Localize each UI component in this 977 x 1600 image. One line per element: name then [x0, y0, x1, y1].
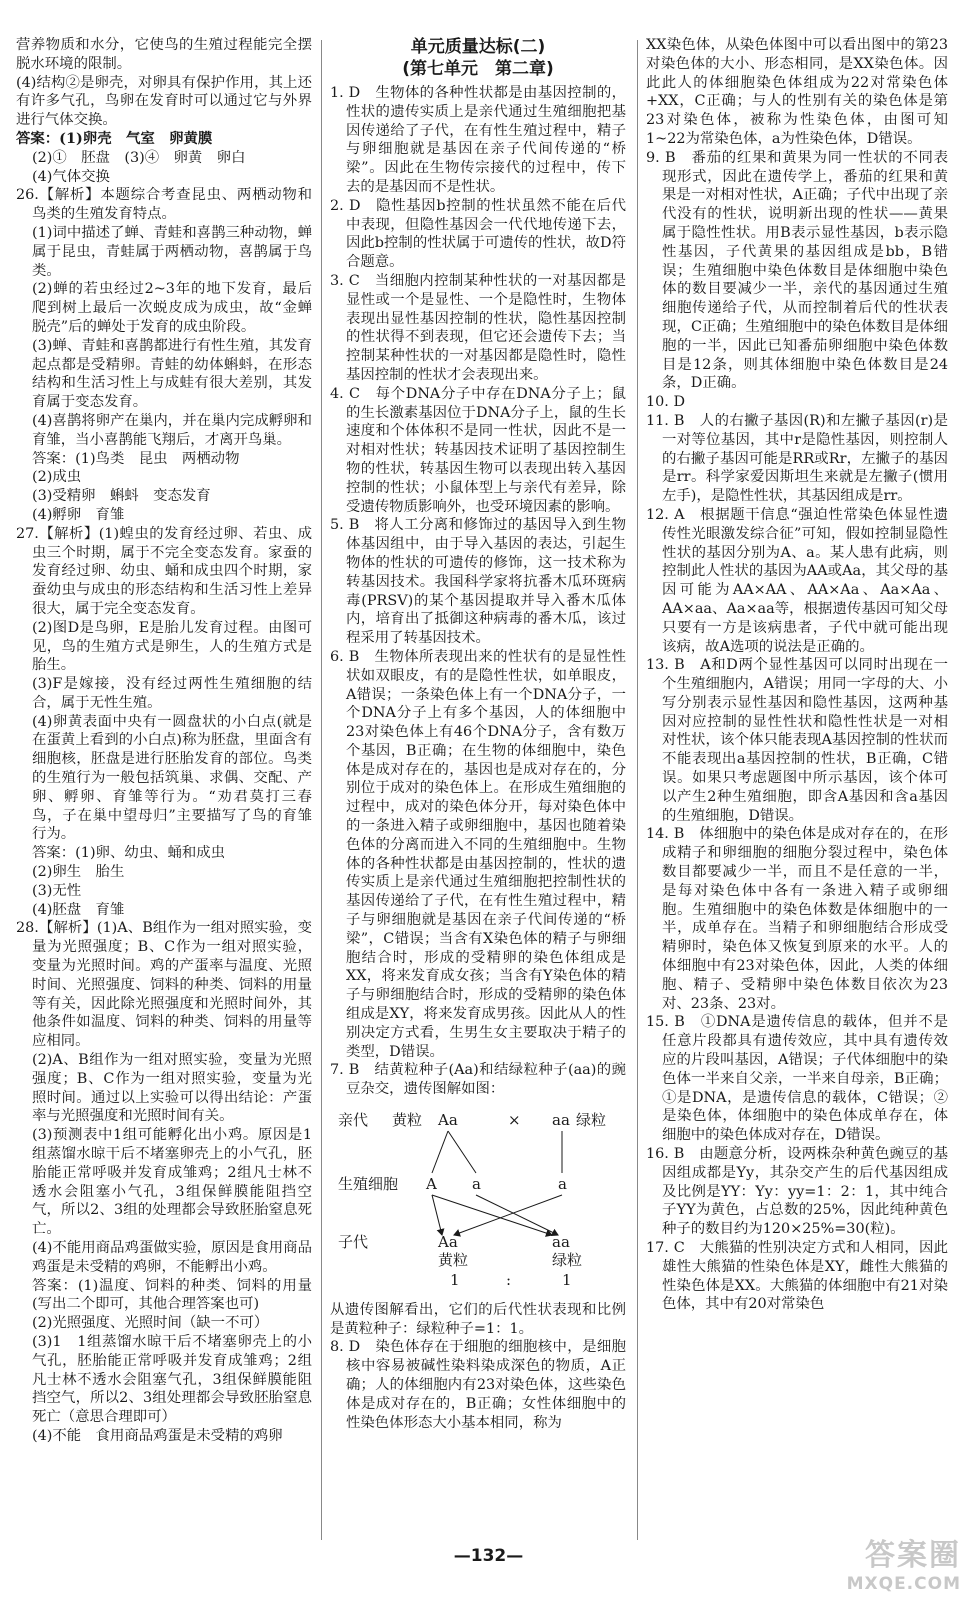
paragraph: (4)卵黄表面中央有一圆盘状的小白点(就是在蛋黄上看到的小白点)称为胚盘，里面含有细胞核，胚盘是进行胚胎发育的部位。鸟类的生殖行为一般包括筑巢、求偶、交配、产卵、孵卵、育雏等行为。“劝君莫打三春鸟，子在巢中望母归”主要描写了鸟的育雏行为。 [32, 713, 312, 843]
answer-item-9: 9. B 番茄的红果和黄果为同一性状的不同表现形式，因此在遗传学上，番茄的红果和黄果是一对相对性状，A正确；子代中出现了亲代没有的性状，说明新出现的性状——黄果属于隐性性状。用B表示显性基因，b表示隐性基因，子代黄果的基因组成是bb，B错误；生殖细胞中染色体数目是体细胞中染色体的数目要减少一半，亲代的基因通过生殖细胞传递给子代，从而控制着后代的性状表现，C正确；生殖细胞中的染色体数目是体细胞的一半，因此已知番茄卵细胞中染色体数目是12条，则其体细胞中染色体数目是24条，D正确。 [646, 149, 948, 392]
gamete: A [426, 1175, 437, 1194]
answer-line: (3)受精卵 蝌蚪 变态发育 [32, 488, 211, 505]
parent2-genotype: aa [552, 1111, 570, 1130]
answer-item-13: 13. B A和D两个显性基因可以同时出现在一个生殖细胞内，A错误；用同一字母的大、小写分别表示显性基因和隐性基因，这两种基因对应控制的显性性状和隐性性状是一对相对性状，该个体只能表现A基因控制的性状而不能表现出a基因控制的性状，B正确，C错误。如果只考虑题图中所示基因，该个体可以产生2种生殖细胞，即含A基因和含a基因的生殖细胞，D错误。 [646, 657, 948, 824]
paragraph: (3)F是嫁接，没有经过两性生殖细胞的结合，属于无性生殖。 [32, 676, 312, 711]
genetic-cross-diagram [330, 1101, 626, 1291]
watermark-url: MXQE.COM [846, 1574, 961, 1594]
paragraph: (3)预测表中1组可能孵化出小鸡。原因是1组蒸馏水晾干后不堵塞卵壳上的小气孔，胚胎能正常呼吸并发育成雏鸡；2组凡士林不透水会阻塞小气孔，3组保鲜膜能阻挡空气，所以2、3组的处理都会导致胚胎窒息死亡。 [32, 1127, 312, 1238]
answer-item-1: 1. D 生物体的各种性状都是由基因控制的，性状的遗传实质上是亲代通过生殖细胞把基因传递给了子代，在有性生殖过程中，精子与卵细胞就是基因在亲子代间传递的“桥梁”。因此在生物传宗接代的过程中，传下去的是基因而不是性状。 [330, 85, 626, 195]
answer-item-3: 3. C 当细胞内控制某种性状的一对基因都是显性或一个是显性、一个是隐性时，生物体表现出显性基因控制的性状，隐性基因控制的性状得不到表现，但它还会遗传下去；当控制某种性状的一对基因都是隐性时，隐性基因控制的性状才会表现出来。 [330, 272, 626, 383]
answer-line: (2)① 胚盘 (3)④ 卵黄 卵白 [32, 149, 246, 166]
question-27-analysis: 27.【解析】(1)蝗虫的发育经过卵、若虫、成虫三个时期，属于不完全变态发育。家蚕的发育经过卵、幼虫、蛹和成虫四个时期，家蚕幼虫与成虫的形态结构和生活习性上差异很大，属于完全变态发育。 [16, 525, 312, 617]
parent1-phenotype: 黄粒 [392, 1111, 423, 1130]
answer-line: 答案：(1)温度、饲料的种类、饲料的用量(写出二个即可，其他合理答案也可) [32, 1277, 312, 1313]
gamete: a [472, 1175, 481, 1194]
answer-item-17: 17. C 大熊猫的性别决定方式和人相同，因此雄性大熊猫的性染色体是XY，雌性大熊猫的性染色体是XX。大熊猫的体细胞中有21对染色体，其中有20对常染色 [646, 1240, 948, 1313]
arrow [432, 1131, 448, 1173]
paragraph: 从遗传图解看出，它们的后代性状表现和比例是黄粒种子：绿粒种子=1：1。 [330, 1301, 626, 1337]
answer-line: (4)气体交换 [32, 168, 110, 185]
row-label-parent: 亲代 [338, 1111, 369, 1130]
answer-item-10: 10. D [646, 394, 685, 411]
answer-line: (3)1 1组蒸馏水晾干后不堵塞卵壳上的小气孔，胚胎能正常呼吸并发育成雏鸡；2组凡士林不透水会阻塞气孔，3组保鲜膜能阻挡空气，所以2、3组处理都会导致胚胎窒息死亡（意思合理即可） [32, 1333, 312, 1426]
arrow [432, 1195, 552, 1235]
ratio-right: 1 [562, 1271, 572, 1290]
answer-line: (2)成虫 [32, 469, 82, 486]
column-middle [330, 36, 626, 1546]
column-divider [637, 40, 638, 1540]
section-subtitle: (第七单元 第二章) [402, 59, 554, 79]
question-28-analysis: 28.【解析】(1)A、B组作为一组对照实验，变量为光照强度；B、C作为一组对照实验，变量为光照时间。鸡的产蛋率与温度、光照时间、光照强度、饲料的种类、饲料的用量等有关，因此除光照强度和光照时间外，其他条件如温度、饲料的种类、饲料的用量等应相同。 [16, 920, 312, 1050]
question-26-analysis: 26.【解析】本题综合考查昆虫、两栖动物和鸟类的生殖发育特点。 [16, 187, 312, 223]
row-label-offspring: 子代 [338, 1233, 369, 1252]
gamete: a [558, 1175, 567, 1194]
paragraph: 营养物质和水分，它使鸟的生殖过程能完全摆脱水环境的限制。 [16, 37, 312, 72]
row-label-gamete: 生殖细胞 [338, 1175, 399, 1194]
answer-line: (4)不能 食用商品鸡蛋是未受精的鸡卵 [32, 1427, 283, 1444]
watermark-text: 答案圈 [865, 1538, 961, 1573]
offspring1-phenotype: 黄粒 [438, 1251, 469, 1270]
answer-item-12: 12. A 根据题干信息“强迫性常染色体显性遗传性光眼激发综合征”可知，假如控制显隐性性状的基因分别为A、a。某人患有此病，则控制此人性状的基因为AA或Aa，其父母的基因可能为AA×AA、AA×Aa、Aa×Aa、AA×aa、Aa×aa等，根据遗传基因可知父母只要有一方是该病患者，子代中就可能出现该病，故A选项的说法是正确的。 [646, 506, 948, 655]
paragraph: (3)蝉、青蛙和喜鹊都进行有性生殖，其发育起点都是受精卵。青蛙的幼体蝌蚪，在形态结构和生活习性上与成蛙有很大差别，其发育属于变态发育。 [32, 337, 312, 411]
answer-line: (4)胚盘 育雏 [32, 901, 125, 918]
answer-item-5: 5. B 将人工分离和修饰过的基因导入到生物体基因组中，由于导入基因的表达，引起生物体的性状的可遗传的修饰，这一技术称为转基因技术。我国科学家将抗番木瓜环斑病毒(PRSV)的某个基因提取并导入番木瓜体内，培育出了抵御这种病毒的番木瓜，该过程采用了转基因技术。 [330, 517, 626, 647]
answer-line: 答案：(1)卵、幼虫、蛹和成虫 [32, 845, 226, 862]
parent1-genotype: Aa [438, 1111, 458, 1130]
answer-item-4: 4. C 每个DNA分子中存在DNA分子上；鼠的生长激素基因位于DNA分子上，鼠的生长速度和个体体积不是同一性状，因此不是一对相对性状；转基因技术证明了基因控制生物的性状，转基因生物可以表现出转入基因控制的性状；小鼠体型上与亲代有差异，除受遗传物质影响外，也受环境因素的影响。 [330, 385, 626, 515]
section-title: 单元质量达标(二) [410, 37, 546, 57]
parent2-phenotype: 绿粒 [576, 1111, 607, 1130]
answer-line: (2)光照强度、光照时间（缺一不可） [32, 1315, 269, 1332]
ratio-left: 1 [450, 1271, 460, 1290]
paragraph: (4)结构②是卵壳，对卵具有保护作用，其上还有许多气孔，鸟卵在发育时可以通过它与外界进行气体交换。 [16, 74, 312, 129]
ratio-separator: : [506, 1271, 512, 1290]
offspring1-genotype: Aa [438, 1233, 458, 1252]
paragraph: (2)A、B组作为一组对照实验，变量为光照强度；B、C作为一组对照实验，变量为光照时间。通过以上实验可以得出结论：产蛋率与光照强度和光照时间有关。 [32, 1052, 312, 1125]
arrow [448, 1131, 476, 1173]
column-right [646, 36, 948, 1546]
answer-line: 答案：(1)卵壳 气室 卵黄膜 [16, 129, 213, 147]
answer-item-8: 8. D 染色体存在于细胞的细胞核中，是细胞核中容易被碱性染料染成深色的物质，A正确；人的体细胞内有23对染色体，这些染色体是成对存在的，B正确；女性体细胞中的性染色体形态大小基本相同，称为 [330, 1339, 626, 1431]
watermark-logo [847, 1530, 961, 1594]
column-left [16, 36, 312, 1546]
paragraph: (1)词中描述了蝉、青蛙和喜鹊三种动物，蝉属于昆虫，青蛙属于两栖动物，喜鹊属于鸟类。 [32, 224, 312, 279]
answer-item-2: 2. D 隐性基因b控制的性状虽然不能在后代中表现，但隐性基因会一代代地传递下去，因此b控制的性状属于可遗传的性状，故D符合题意。 [330, 197, 626, 271]
column-divider [321, 40, 322, 1540]
page-number: —132— [453, 1546, 524, 1566]
paragraph: (4)喜鹊将卵产在巢内，并在巢内完成孵卵和育雏，当小喜鹊能飞翔后，才离开鸟巢。 [32, 412, 312, 448]
offspring2-genotype: aa [552, 1233, 570, 1252]
answer-item-16: 16. B 由题意分析，设两株杂种黄色豌豆的基因组成都是Yy，其杂交产生的后代基因组成及比例是YY：Yy：yy=1：2：1，其中纯合子YY为黄色，占总数的25%，因此纯种黄色种子的数目约为120×25%=30(粒)。 [646, 1146, 948, 1238]
paragraph: (2)图D是鸟卵，E是胎儿发育过程。由图可见，鸟的生殖方式是卵生，人的生殖方式是胎生。 [32, 619, 312, 674]
answer-item-11: 11. B 人的右撇子基因(R)和左撇子基因(r)是一对等位基因，其中r是隐性基因，则控制人的右撇子基因可能是RR或Rr，左撇子的基因是rr。科学家爱因斯坦生来就是左撇子(惯用左手)，是隐性性状，其基因组成是rr。 [646, 412, 948, 505]
answer-item-15: 15. B ①DNA是遗传信息的载体，但并不是任意片段都具有遗传效应，其中具有遗传效应的片段叫基因，A错误；子代体细胞中的染色体一半来自父亲，一半来自母亲，B正确；①是DNA，是遗传信息的载体，C错误；②是染色体，体细胞中的染色体成单存在，体细胞中的染色体成对存在，D错误。 [646, 1014, 948, 1144]
answer-item-6: 6. B 生物体所表现出来的性状有的是显性性状如双眼皮，有的是隐性性状，如单眼皮，A错误；一条染色体上有一个DNA分子，一个DNA分子上有多个基因，人的体细胞中23对染色体上有46个DNA分子，含有数万个基因，B正确；在生物的体细胞中，染色体是成对存在的，基因也是成对存在的，分别位于成对的染色体上。在形成生殖细胞的过程中，成对的染色体分开，每对染色体中的一条进入精子或卵细胞中，基因也随着染色体的分离而进入不同的生殖细胞中。生物体的各种性状都是由基因控制的，性状的遗传实质上是亲代通过生殖细胞把控制性状的基因传递给了子代，在有性生殖过程中，精子与卵细胞就是基因在亲子代间传递的“桥梁”，C错误；当含有X染色体的精子与卵细胞结合时，形成的受精卵的染色体组成是XX，将来发育成女孩；当含有Y染色体的精子与卵细胞结合时，形成的受精卵的染色体组成是XY，将来发育成男孩。因此从人的性别决定方式看，生男生女主要取决于精子的类型，D错误。 [330, 648, 626, 1060]
cross-symbol: × [508, 1111, 521, 1130]
answer-line: (3)无性 [32, 882, 82, 899]
answer-item-14: 14. B 体细胞中的染色体是成对存在的，在形成精子和卵细胞的细胞分裂过程中，染色体数目都要减少一半，而且不是任意的一半，是每对染色体中各有一条进入精子或卵细胞。生殖细胞中的染色体数是体细胞中的一半，成单存在。当精子和卵细胞结合形成受精卵时，染色体又恢复到原来的水平。人的体细胞中有23对染色体，因此，人类的体细胞、精子、受精卵中染色体数目依次为23对、23条、23对。 [646, 826, 948, 1012]
answer-line: 答案：(1)鸟类 昆虫 两栖动物 [32, 450, 240, 467]
answer-line: (2)卵生 胎生 [32, 864, 125, 881]
arrow [432, 1195, 442, 1235]
offspring2-phenotype: 绿粒 [552, 1251, 583, 1270]
paragraph: (4)不能用商品鸡蛋做实验，原因是食用商品鸡蛋是未受精的鸡卵，不能孵出小鸡。 [32, 1240, 312, 1275]
paragraph: XX染色体，从染色体图中可以看出图中的第23对染色体的大小、形态相同，是XX染色体。因此此人的体细胞染色体组成为22对常染色体+XX，C正确；与人的性别有关的染色体是第23对染色体，被称为性染色体，由图可知1~22为常染色体，a为性染色体，D错误。 [646, 37, 948, 147]
paragraph: (2)蝉的若虫经过2~3年的地下发育，最后爬到树上最后一次蜕皮成为成虫，故“金蝉脱壳”后的蝉处于发育的成虫阶段。 [32, 281, 312, 335]
answer-line: (4)孵卵 育雏 [32, 506, 125, 523]
answer-item-7: 7. B 结黄粒种子(Aa)和结绿粒种子(aa)的豌豆杂交，遗传图解如图： [330, 1062, 626, 1098]
